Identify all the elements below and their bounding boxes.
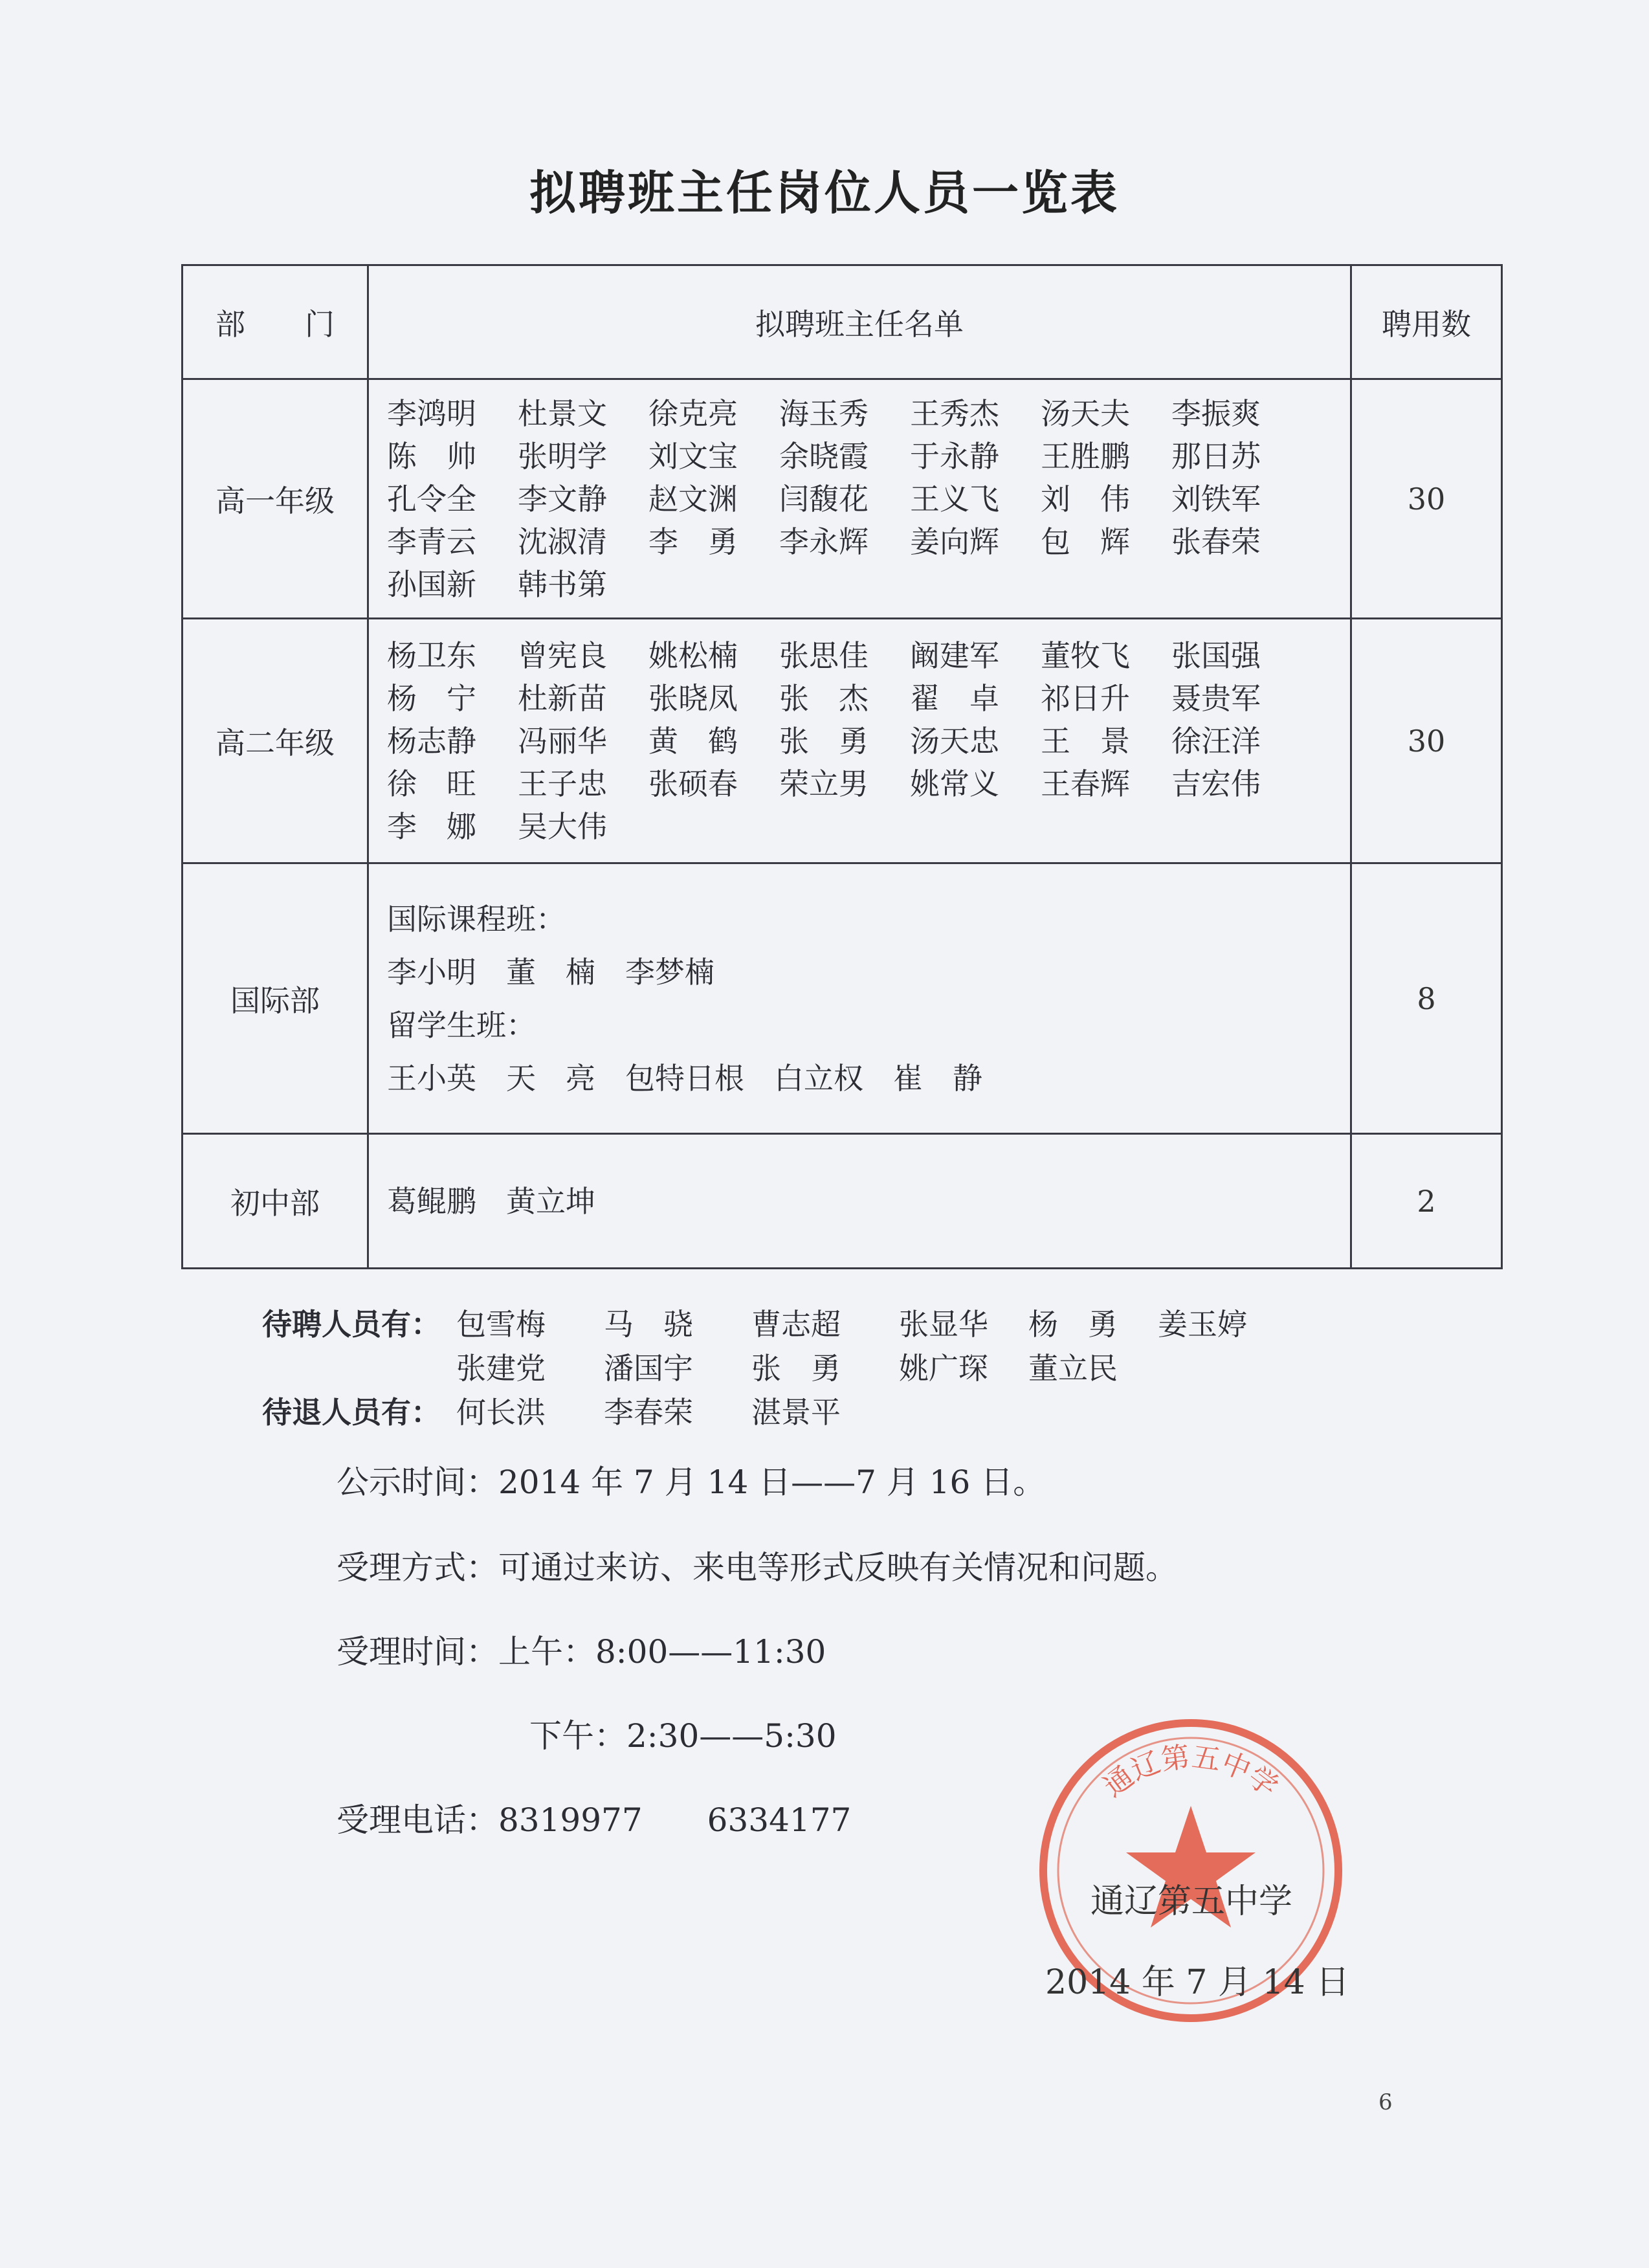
person-name: 海玉秀 [779, 395, 869, 431]
person-name: 张建党 [456, 1351, 546, 1386]
contact-phone: 受理电话：8319977 6334177 [337, 1801, 852, 1839]
person-name: 荣立男 [779, 766, 869, 801]
person-name: 张 杰 [779, 680, 869, 716]
person-name: 姚松楠 [648, 638, 738, 673]
table-row [183, 1134, 1502, 1269]
names-line: 葛鲲鹏 黄立坤 [387, 1183, 595, 1219]
signer-org: 通辽第五中学 [1090, 1882, 1293, 1921]
count-cell: 8 [1351, 863, 1502, 1134]
person-name: 聂贵军 [1171, 680, 1261, 716]
pending-names [456, 1301, 1287, 1344]
count-cell: 30 [1351, 619, 1502, 863]
person-name: 翟 卓 [910, 680, 999, 716]
person-name: 王春辉 [1041, 766, 1130, 801]
person-name: 张明学 [518, 438, 607, 474]
person-name: 姚广琛 [899, 1351, 988, 1386]
person-name: 董立民 [1028, 1351, 1118, 1386]
names-line: 王小英 天 亮 包特日根 白立权 崔 静 [387, 1060, 982, 1096]
person-name: 张春荣 [1171, 524, 1261, 559]
person-name: 杨卫东 [387, 638, 476, 673]
person-name: 祁日升 [1041, 680, 1130, 716]
acceptance-method: 受理方式：可通过来访、来电等形式反映有关情况和问题。 [337, 1549, 1178, 1586]
section-label: 留学生班： [387, 1007, 536, 1043]
person-name: 王秀杰 [910, 395, 999, 431]
roster-table [181, 264, 1503, 1269]
person-name: 张思佳 [779, 638, 869, 673]
dept-cell: 国际部 [183, 863, 368, 1134]
table-header-row [183, 265, 1502, 379]
count-cell: 30 [1351, 379, 1502, 619]
staff-block [262, 1301, 1287, 1433]
table-row [183, 863, 1502, 1134]
person-name: 李春荣 [604, 1395, 693, 1430]
acceptance-hours-am: 受理时间：上午：8:00——11:30 [337, 1633, 826, 1671]
person-name: 李 娜 [387, 808, 476, 844]
person-name: 马 骁 [604, 1307, 693, 1342]
person-name: 张显华 [899, 1307, 988, 1342]
header-names: 拟聘班主任名单 [368, 265, 1351, 379]
person-name: 王义飞 [910, 481, 999, 517]
section-label: 国际课程班： [387, 901, 566, 937]
person-name: 湛景平 [751, 1395, 841, 1430]
person-name: 王 景 [1041, 723, 1130, 759]
person-name: 张 勇 [751, 1351, 841, 1386]
person-name: 孙国新 [387, 566, 476, 602]
table-row [183, 619, 1502, 863]
names-cell [368, 619, 1351, 863]
person-name: 余晓霞 [779, 438, 869, 474]
person-name: 徐 旺 [387, 766, 476, 801]
retiring-row [262, 1389, 1287, 1433]
person-name: 何长洪 [456, 1395, 546, 1430]
dept-cell: 高一年级 [183, 379, 368, 619]
person-name: 刘 伟 [1041, 481, 1130, 517]
count-cell: 2 [1351, 1134, 1502, 1269]
page-title: 拟聘班主任岗位人员一览表 [529, 165, 1120, 220]
sign-date: 2014 年 7 月 14 日 [1045, 1963, 1350, 2002]
person-name: 杨 宁 [387, 680, 476, 716]
person-name: 杜新苗 [518, 680, 607, 716]
header-dept: 部 门 [183, 265, 368, 379]
retiring-label: 待退人员有： [262, 1395, 441, 1430]
person-name: 吉宏伟 [1171, 766, 1261, 801]
page-number: 6 [1378, 2089, 1393, 2115]
person-name: 那日苏 [1171, 438, 1261, 474]
person-name: 吴大伟 [518, 808, 607, 844]
person-name: 董牧飞 [1041, 638, 1130, 673]
person-name: 于永静 [910, 438, 999, 474]
person-name: 赵文渊 [648, 481, 738, 517]
names-cell [368, 379, 1351, 619]
person-name: 阚建军 [910, 638, 999, 673]
person-name: 曾宪良 [518, 638, 607, 673]
person-name: 张 勇 [779, 723, 869, 759]
pending-label: 待聘人员有： [262, 1307, 441, 1342]
person-name: 李鸿明 [387, 395, 476, 431]
person-name: 姜玉婷 [1158, 1307, 1247, 1342]
person-name: 李青云 [387, 524, 476, 559]
person-name: 汤天忠 [910, 723, 999, 759]
names-line: 李小明 董 楠 李梦楠 [387, 954, 714, 990]
acceptance-hours-pm: 下午：2:30——5:30 [529, 1717, 837, 1755]
retiring-names [456, 1389, 899, 1432]
dept-cell: 初中部 [183, 1134, 368, 1269]
pending-names-2 [456, 1345, 1158, 1388]
name-grid [387, 636, 1350, 847]
person-name: 杨志静 [387, 723, 476, 759]
pending-row [262, 1301, 1287, 1345]
svg-text:通辽第五中学 [1098, 1740, 1284, 1804]
person-name: 杨 勇 [1028, 1307, 1118, 1342]
dept-cell: 高二年级 [183, 619, 368, 863]
person-name: 包 辉 [1041, 524, 1130, 559]
seal-text: 通辽第五中学 [1097, 1740, 1285, 1804]
names-cell [368, 863, 1351, 1134]
person-name: 曹志超 [751, 1307, 841, 1342]
person-name: 李振爽 [1171, 395, 1261, 431]
person-name: 徐克亮 [648, 395, 738, 431]
person-name: 刘铁军 [1171, 481, 1261, 517]
person-name: 潘国宇 [604, 1351, 693, 1386]
person-name: 王胜鹏 [1041, 438, 1130, 474]
person-name: 刘文宝 [648, 438, 738, 474]
person-name: 姜向辉 [910, 524, 999, 559]
person-name: 闫馥花 [779, 481, 869, 517]
person-name: 韩书第 [518, 566, 607, 602]
person-name: 冯丽华 [518, 723, 607, 759]
person-name: 陈 帅 [387, 438, 476, 474]
header-count: 聘用数 [1351, 265, 1502, 379]
person-name: 姚常义 [910, 766, 999, 801]
person-name: 张国强 [1171, 638, 1261, 673]
person-name: 张晓凤 [648, 680, 738, 716]
person-name: 包雪梅 [456, 1307, 546, 1342]
person-name: 徐汪洋 [1171, 723, 1261, 759]
notice-time: 公示时间：2014 年 7 月 14 日——7 月 16 日。 [337, 1463, 1046, 1501]
person-name: 李文静 [518, 481, 607, 517]
person-name: 孔令全 [387, 481, 476, 517]
person-name: 沈淑清 [518, 524, 607, 559]
person-name: 李永辉 [779, 524, 869, 559]
person-name: 黄 鹤 [648, 723, 738, 759]
names-cell [368, 1134, 1351, 1269]
name-grid [387, 394, 1350, 605]
person-name: 杜景文 [518, 395, 607, 431]
pending-row-2 [262, 1345, 1287, 1389]
person-name: 李 勇 [648, 524, 738, 559]
person-name: 张硕春 [648, 766, 738, 801]
table-row [183, 379, 1502, 619]
person-name: 汤天夫 [1041, 395, 1130, 431]
person-name: 王子忠 [518, 766, 607, 801]
